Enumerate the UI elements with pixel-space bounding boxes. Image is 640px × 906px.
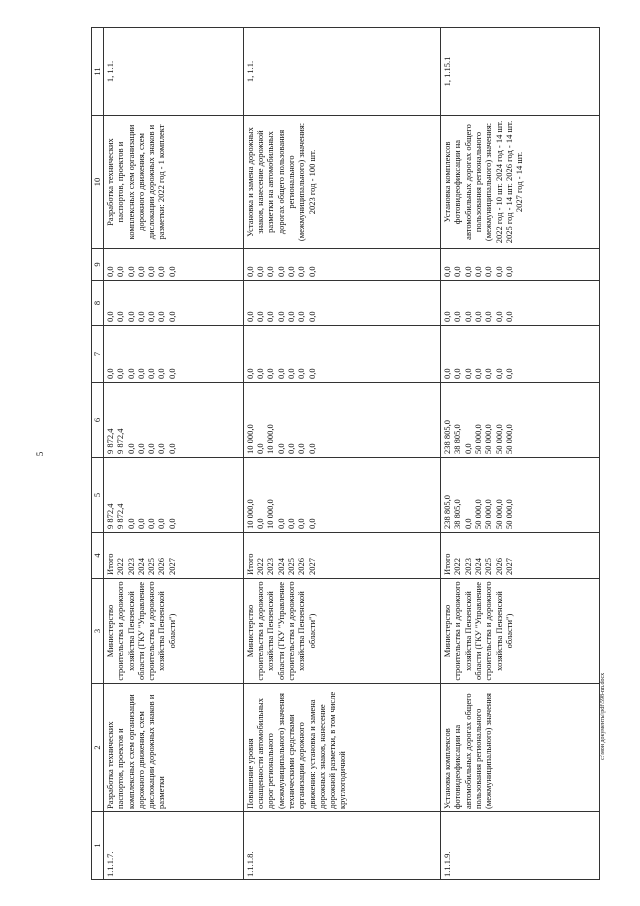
funding-federal-value: 0,0 <box>255 368 266 379</box>
col-header-3: 3 <box>92 579 104 684</box>
funding-total-value: 50 000,0 <box>472 499 483 529</box>
funding-total-value: 0,0 <box>462 518 473 529</box>
responsible-executor: Министерство строительства и дорожного хозяйства Пензенской области (ГКУ "Управление строительства и дорожного хозяйства Пензенской области") <box>441 579 600 684</box>
funding-municipal-value: 0,0 <box>166 311 177 322</box>
funding-other-value: 0,0 <box>452 266 463 277</box>
funding-total-value: 0,0 <box>146 518 157 529</box>
funding-regional-value: 0,0 <box>255 443 266 454</box>
funding-municipal-value: 0,0 <box>442 311 453 322</box>
activity-name: Установка комплексов фотовидеофиксации на автомобильных дорогах общего пользования регионального (межмуниципального) значения <box>441 684 600 812</box>
funding-total <box>104 458 244 533</box>
result-indicator: Разработка технических паспортов, проектов и комплексных схем организации дорожного движения, схем дислокации дорожных знаков и разметки: 2022 год - 1 комплект <box>104 116 244 249</box>
funding-other-value: 0,0 <box>105 266 115 277</box>
funding-regional-value: 10 000,0 <box>265 424 276 454</box>
funding-federal <box>243 326 440 383</box>
year-list-value: 2022 <box>115 558 126 575</box>
target-link: 1, 1.1. <box>243 28 440 116</box>
funding-federal-value: 0,0 <box>244 368 255 379</box>
col-header-2: 2 <box>92 684 104 812</box>
funding-municipal-value: 0,0 <box>115 311 126 322</box>
funding-municipal-value: 0,0 <box>244 311 255 322</box>
funding-municipal-value: 0,0 <box>493 311 504 322</box>
funding-total-value: 9 872,4 <box>105 503 115 529</box>
funding-regional-value: 50 000,0 <box>493 424 504 454</box>
year-list <box>243 533 440 579</box>
funding-total-value: 50 000,0 <box>493 499 504 529</box>
funding-other <box>243 249 440 281</box>
col-header-7: 7 <box>92 326 104 383</box>
row-number: 1.1.1.9. <box>441 812 600 880</box>
year-list-value: 2025 <box>483 558 494 575</box>
funding-regional <box>104 383 244 458</box>
funding-municipal <box>441 281 600 326</box>
funding-municipal <box>104 281 244 326</box>
year-list-value: 2024 <box>472 558 483 575</box>
funding-total <box>243 458 440 533</box>
funding-federal-value: 0,0 <box>265 368 276 379</box>
funding-total <box>441 458 600 533</box>
funding-regional-value: 10 000,0 <box>244 424 255 454</box>
funding-municipal-value: 0,0 <box>156 311 167 322</box>
funding-federal <box>441 326 600 383</box>
funding-other <box>441 249 600 281</box>
funding-regional-value: 50 000,0 <box>472 424 483 454</box>
year-list <box>104 533 244 579</box>
funding-total-value: 0,0 <box>135 518 146 529</box>
funding-other-value: 0,0 <box>135 266 146 277</box>
year-list <box>441 533 600 579</box>
funding-total-value: 238 805,0 <box>442 495 453 529</box>
year-list-value: 2025 <box>146 558 157 575</box>
funding-regional-value: 0,0 <box>306 443 317 454</box>
funding-municipal-value: 0,0 <box>255 311 266 322</box>
year-list-value: Итого <box>442 553 453 575</box>
funding-federal-value: 0,0 <box>472 368 483 379</box>
funding-federal-value: 0,0 <box>115 368 126 379</box>
funding-total-value: 0,0 <box>306 518 317 529</box>
target-link: 1, 1.1. <box>104 28 244 116</box>
funding-total-value: 50 000,0 <box>503 499 514 529</box>
funding-other-value: 0,0 <box>115 266 126 277</box>
funding-federal-value: 0,0 <box>146 368 157 379</box>
funding-other-value: 0,0 <box>285 266 296 277</box>
funding-other <box>104 249 244 281</box>
funding-total-value: 0,0 <box>296 518 307 529</box>
col-header-9: 9 <box>92 249 104 281</box>
funding-other-value: 0,0 <box>265 266 276 277</box>
year-list-value: 2026 <box>493 558 504 575</box>
activity-name: Разработка технических паспортов, проектов и комплексных схем организации дорожного движения, схем дислокации дорожных знаков и разметки <box>104 684 244 812</box>
funding-federal-value: 0,0 <box>105 368 115 379</box>
funding-regional-value: 0,0 <box>146 443 157 454</box>
funding-other-value: 0,0 <box>503 266 514 277</box>
funding-municipal-value: 0,0 <box>503 311 514 322</box>
funding-regional-value: 0,0 <box>462 443 473 454</box>
funding-other-value: 0,0 <box>472 266 483 277</box>
row-number: 1.1.1.7. <box>104 812 244 880</box>
funding-regional-value: 9 872,4 <box>115 428 126 454</box>
funding-other-value: 0,0 <box>244 266 255 277</box>
table-row <box>441 28 600 880</box>
rotated-page-content <box>91 28 600 880</box>
footer-file-path-text: c:\мои документы\pdf\598-nn.docx <box>600 672 606 760</box>
funding-other-value: 0,0 <box>483 266 494 277</box>
year-list-value: 2024 <box>135 558 146 575</box>
funding-municipal-value: 0,0 <box>452 311 463 322</box>
funding-regional <box>441 383 600 458</box>
year-list-value: 2022 <box>255 558 266 575</box>
responsible-executor: Министерство строительства и дорожного хозяйства Пензенской области (ГКУ "Управление строительства и дорожного хозяйства Пензенской области") <box>104 579 244 684</box>
year-list-value: 2022 <box>452 558 463 575</box>
funding-regional-value: 0,0 <box>275 443 286 454</box>
year-list-value: 2023 <box>462 558 473 575</box>
funding-regional-value: 9 872,4 <box>105 428 115 454</box>
funding-federal-value: 0,0 <box>135 368 146 379</box>
funding-regional-value: 38 805,0 <box>452 424 463 454</box>
table-body <box>92 28 600 880</box>
funding-municipal <box>243 281 440 326</box>
funding-federal-value: 0,0 <box>296 368 307 379</box>
col-header-1: 1 <box>92 812 104 880</box>
funding-municipal-value: 0,0 <box>146 311 157 322</box>
result-indicator: Установка комплексов фотовидеофиксации на автомобильных дорогах общего пользования регионального (межмуниципального) значения: 2022 год - 10 шт. 2024 год - 14 шт. 2025 год - 14 шт. 2026 год - 14 шт. 2027 год - 14 шт. <box>441 116 600 249</box>
year-list-value: 2024 <box>275 558 286 575</box>
year-list-value: 2023 <box>265 558 276 575</box>
program-activities-table <box>91 27 600 880</box>
funding-federal-value: 0,0 <box>483 368 494 379</box>
funding-other-value: 0,0 <box>306 266 317 277</box>
funding-municipal-value: 0,0 <box>135 311 146 322</box>
funding-other-value: 0,0 <box>255 266 266 277</box>
funding-federal-value: 0,0 <box>503 368 514 379</box>
funding-municipal-value: 0,0 <box>306 311 317 322</box>
funding-total-value: 0,0 <box>156 518 167 529</box>
funding-regional-value: 50 000,0 <box>483 424 494 454</box>
year-list-value: Итого <box>244 553 255 575</box>
funding-federal-value: 0,0 <box>442 368 453 379</box>
funding-federal-value: 0,0 <box>275 368 286 379</box>
year-list-value: Итого <box>105 553 115 575</box>
funding-other-value: 0,0 <box>146 266 157 277</box>
funding-municipal-value: 0,0 <box>462 311 473 322</box>
funding-total-value: 0,0 <box>255 518 266 529</box>
funding-other-value: 0,0 <box>275 266 286 277</box>
col-header-6: 6 <box>92 383 104 458</box>
funding-regional-value: 0,0 <box>285 443 296 454</box>
page-number: 5 <box>35 451 45 457</box>
funding-federal-value: 0,0 <box>493 368 504 379</box>
funding-total-value: 0,0 <box>125 518 136 529</box>
funding-municipal-value: 0,0 <box>275 311 286 322</box>
funding-federal-value: 0,0 <box>462 368 473 379</box>
funding-regional-value: 238 805,0 <box>442 420 453 454</box>
col-header-10: 10 <box>92 116 104 249</box>
funding-other-value: 0,0 <box>442 266 453 277</box>
year-list-value: 2026 <box>296 558 307 575</box>
funding-municipal-value: 0,0 <box>105 311 115 322</box>
funding-total-value: 10 000,0 <box>265 499 276 529</box>
responsible-executor: Министерство строительства и дорожного хозяйства Пензенской области (ГКУ "Управление строительства и дорожного хозяйства Пензенской области") <box>243 579 440 684</box>
col-header-4: 4 <box>92 533 104 579</box>
funding-federal-value: 0,0 <box>285 368 296 379</box>
funding-federal-value: 0,0 <box>156 368 167 379</box>
year-list-value: 2023 <box>125 558 136 575</box>
funding-federal-value: 0,0 <box>166 368 177 379</box>
year-list-value: 2025 <box>285 558 296 575</box>
funding-regional-value: 50 000,0 <box>503 424 514 454</box>
funding-federal-value: 0,0 <box>125 368 136 379</box>
table-row <box>104 28 244 880</box>
funding-federal-value: 0,0 <box>452 368 463 379</box>
funding-regional <box>243 383 440 458</box>
funding-total-value: 10 000,0 <box>244 499 255 529</box>
funding-municipal-value: 0,0 <box>472 311 483 322</box>
funding-other-value: 0,0 <box>156 266 167 277</box>
year-list-value: 2027 <box>503 558 514 575</box>
funding-total-value: 50 000,0 <box>483 499 494 529</box>
funding-other-value: 0,0 <box>296 266 307 277</box>
row-number: 1.1.1.8. <box>243 812 440 880</box>
funding-other-value: 0,0 <box>166 266 177 277</box>
table-row <box>243 28 440 880</box>
result-indicator: Установка и замена дорожных знаков, нанесение дорожной разметки на автомобильных дорогах общего пользования регионального (межмуниципального) значения: 2023 год - 100 шт. <box>243 116 440 249</box>
funding-municipal-value: 0,0 <box>265 311 276 322</box>
year-list-value: 2027 <box>166 558 177 575</box>
funding-total-value: 9 872,4 <box>115 503 126 529</box>
col-header-8: 8 <box>92 281 104 326</box>
funding-federal <box>104 326 244 383</box>
funding-federal-value: 0,0 <box>306 368 317 379</box>
activity-name: Повышение уровня оснащенности автомобильных дорог регионального (межмуниципального) значения техническими средствами организации дорожного движения: установка и замена дорожных знаков, нанесение дорожной разметки, в том числе круглогодичной <box>243 684 440 812</box>
year-list-value: 2026 <box>156 558 167 575</box>
funding-municipal-value: 0,0 <box>285 311 296 322</box>
funding-regional-value: 0,0 <box>166 443 177 454</box>
target-link: 1, 1.15.1 <box>441 28 600 116</box>
funding-other-value: 0,0 <box>462 266 473 277</box>
funding-regional-value: 0,0 <box>296 443 307 454</box>
funding-regional-value: 0,0 <box>135 443 146 454</box>
funding-total-value: 38 805,0 <box>452 499 463 529</box>
col-header-11: 11 <box>92 28 104 116</box>
col-header-5: 5 <box>92 458 104 533</box>
funding-municipal-value: 0,0 <box>125 311 136 322</box>
funding-municipal-value: 0,0 <box>483 311 494 322</box>
funding-other-value: 0,0 <box>493 266 504 277</box>
funding-municipal-value: 0,0 <box>296 311 307 322</box>
funding-other-value: 0,0 <box>125 266 136 277</box>
funding-total-value: 0,0 <box>285 518 296 529</box>
funding-total-value: 0,0 <box>275 518 286 529</box>
funding-regional-value: 0,0 <box>125 443 136 454</box>
year-list-value: 2027 <box>306 558 317 575</box>
funding-regional-value: 0,0 <box>156 443 167 454</box>
column-number-row <box>92 28 104 880</box>
funding-total-value: 0,0 <box>166 518 177 529</box>
